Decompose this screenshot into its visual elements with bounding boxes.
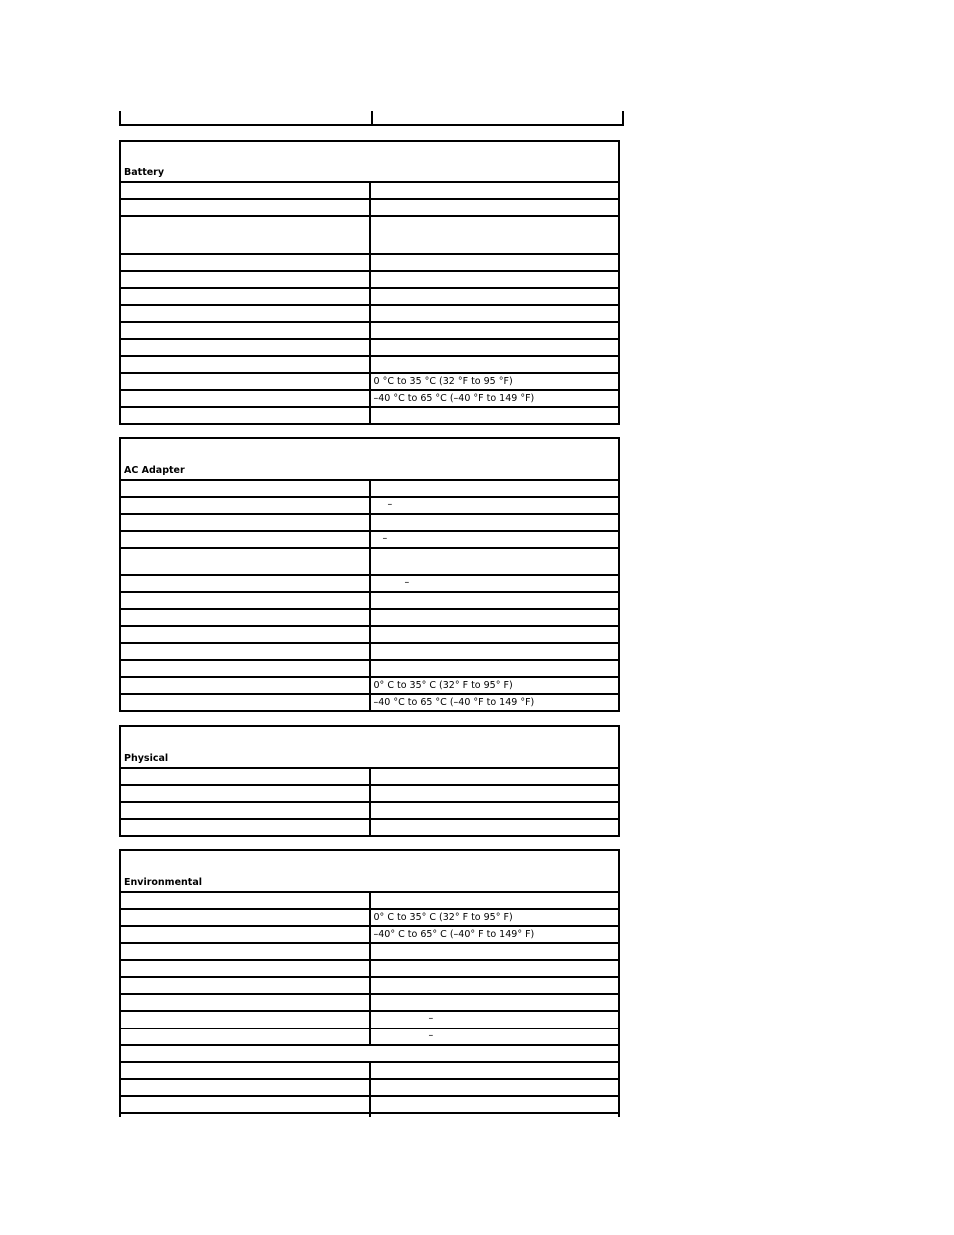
ac-adapter-table [119,437,620,712]
battery-operating-temp: 0 °C to 35 °C (32 °F to 95 °F) [370,373,620,390]
table-cell [120,514,370,531]
ac-adapter-storage-temp: –40 °C to 65 °C (–40 °F to 149 °F) [370,694,620,711]
table-cell [120,660,370,677]
table-cell [120,892,370,909]
dash-mark: – [387,499,393,510]
table-cell [370,819,620,836]
table-cell [370,322,620,339]
table-cell [120,926,370,943]
table-cell [120,497,370,514]
table-cell [120,1011,370,1028]
table-cell [370,216,620,254]
table-cell [372,111,623,125]
table-cell [370,1079,620,1096]
table-cell [120,322,370,339]
ac-adapter-operating-temp: 0° C to 35° C (32° F to 95° F) [370,677,620,694]
dash-mark: – [404,577,410,588]
table-cell [120,480,370,497]
table-cell [370,254,620,271]
table-cell [120,626,370,643]
table-cell [120,305,370,322]
section-title-physical: Physical [120,726,619,768]
table-cell [120,548,370,575]
section-title-ac-adapter: AC Adapter [120,438,619,480]
table-cell [370,768,620,785]
table-cell [370,960,620,977]
table-cell [370,356,620,373]
dash-mark: – [382,533,388,544]
table-cell [370,531,620,548]
table-cell [370,660,620,677]
table-cell [120,407,370,424]
table-cell [370,609,620,626]
table-cell [370,288,620,305]
table-cell [370,1028,620,1045]
table-cell [120,1096,370,1113]
table-cell [370,339,620,356]
table-cell [120,643,370,660]
table-cell [370,785,620,802]
table-cell [370,892,620,909]
physical-table [119,725,620,837]
table-cell [370,199,620,216]
table-cell [120,1045,619,1062]
table-cell [370,1113,620,1117]
table-cell [120,199,370,216]
table-cell [120,785,370,802]
top-fragment-table [119,111,624,126]
table-cell [370,994,620,1011]
table-cell [370,497,620,514]
table-cell [120,943,370,960]
environmental-storage-temp: –40° C to 65° C (–40° F to 149° F) [370,926,620,943]
table-cell [370,1011,620,1028]
section-title-environmental: Environmental [120,850,619,892]
table-cell [370,943,620,960]
battery-table [119,140,620,425]
table-cell [370,1062,620,1079]
table-cell [120,288,370,305]
battery-storage-temp: –40 °C to 65 °C (–40 °F to 149 °F) [370,390,620,407]
table-cell [120,254,370,271]
table-cell [120,819,370,836]
table-cell [120,609,370,626]
table-cell [120,182,370,199]
table-cell [120,960,370,977]
table-cell [370,548,620,575]
table-cell [120,994,370,1011]
table-cell [120,339,370,356]
table-cell [370,182,620,199]
table-cell [120,1113,370,1117]
table-cell [370,575,620,592]
table-cell [120,1062,370,1079]
table-cell [370,592,620,609]
table-cell [370,271,620,288]
table-cell [120,216,370,254]
table-cell [370,802,620,819]
table-cell [370,626,620,643]
table-cell [120,977,370,994]
table-cell [120,575,370,592]
section-title-battery: Battery [120,141,619,182]
table-cell [120,694,370,711]
table-cell [120,531,370,548]
table-cell [370,1096,620,1113]
table-cell [120,356,370,373]
table-cell [370,643,620,660]
table-cell [120,909,370,926]
table-cell [120,271,370,288]
table-cell [120,802,370,819]
table-cell [120,373,370,390]
table-cell [120,390,370,407]
dash-mark: – [428,1013,434,1024]
table-cell [120,677,370,694]
table-cell [370,305,620,322]
table-cell [370,514,620,531]
table-cell [120,1028,370,1045]
table-cell [120,1079,370,1096]
table-cell [120,111,372,125]
table-cell [370,977,620,994]
table-cell [120,592,370,609]
table-cell [370,480,620,497]
environmental-operating-temp: 0° C to 35° C (32° F to 95° F) [370,909,620,926]
dash-mark: – [428,1029,434,1041]
table-cell [120,768,370,785]
environmental-table [119,849,620,1117]
table-cell [370,407,620,424]
